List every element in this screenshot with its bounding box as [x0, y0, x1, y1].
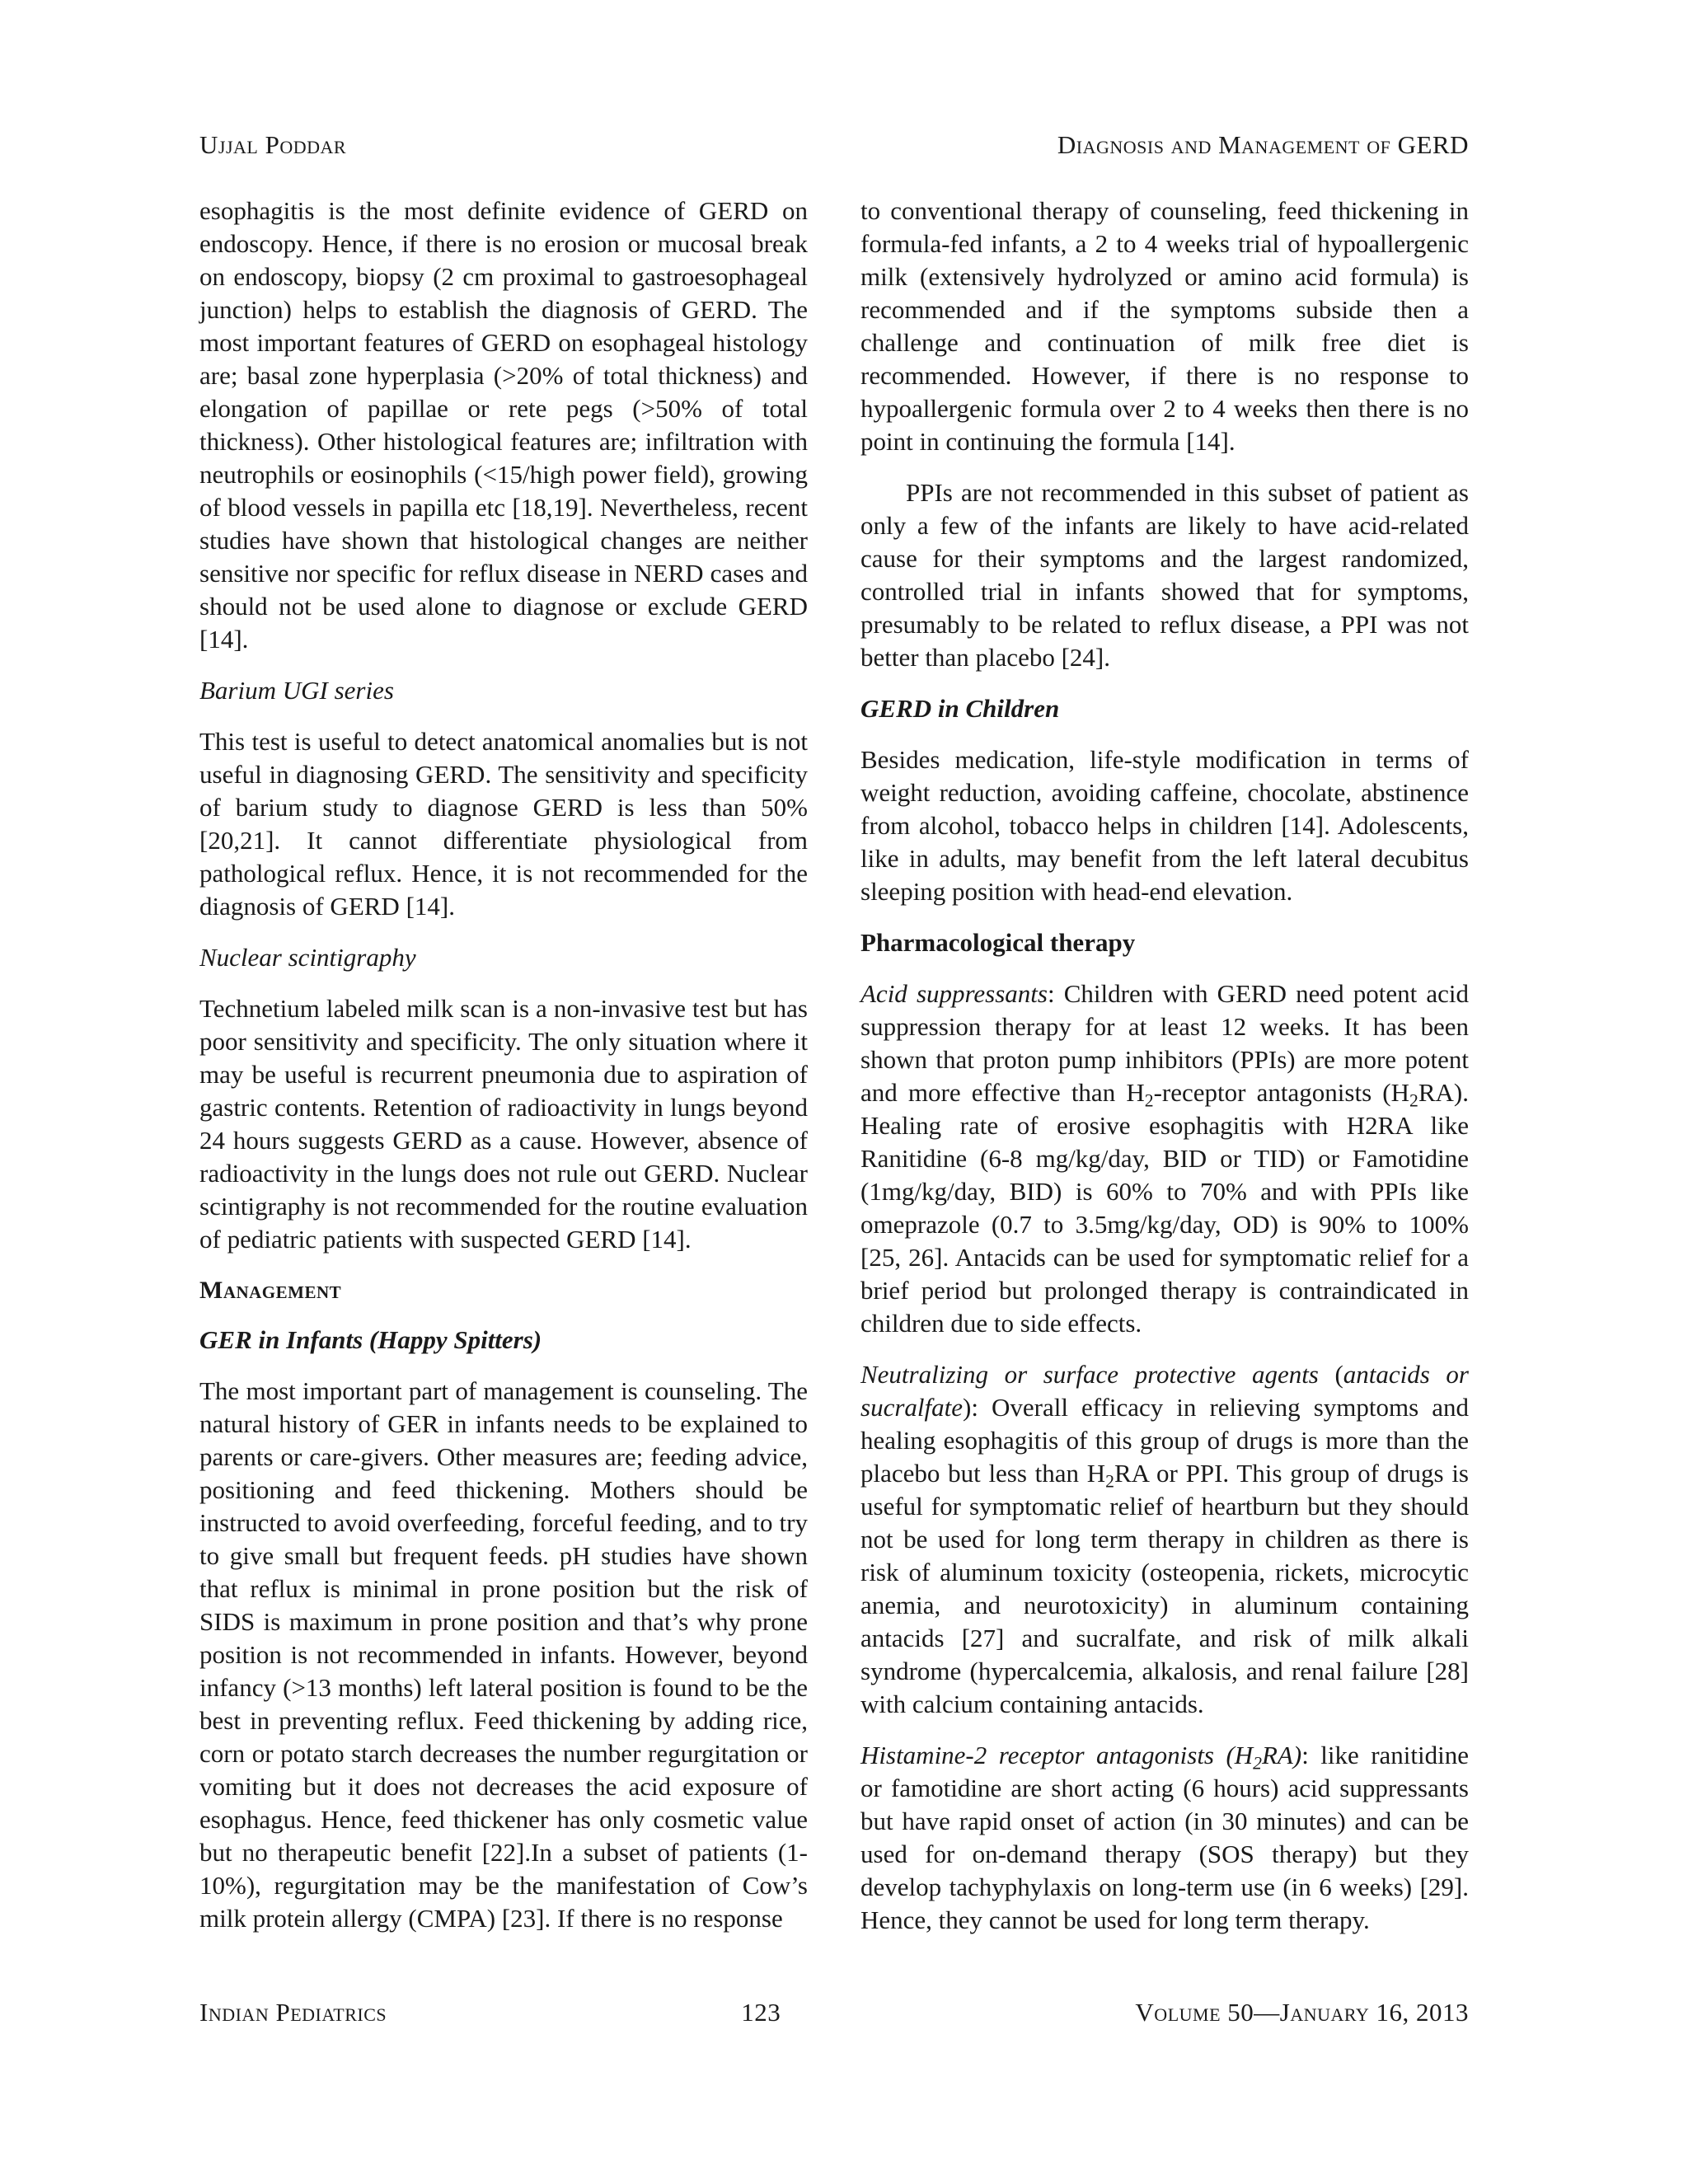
subheading-nuclear: Nuclear scintigraphy	[199, 943, 416, 972]
paragraph-barium: This test is useful to detect anatomical anomalies but is not useful in diagnosing GERD. The sensitivity and specificity of barium study to diagnose GERD is less than 50% [20,21]. It cannot differentiate physiological from pathological reflux. Hence, it is not recommended for the diagnosis of GERD [14].	[199, 727, 808, 921]
lead-in-neutralizing: Neutralizing or surface protective agents	[860, 1360, 1319, 1389]
text-segment: ): Overall efficacy in relieving symptoms and healing esophagitis of this group of drugs is more than the placebo but less than H	[860, 1393, 1469, 1488]
text-segment: (	[1318, 1360, 1343, 1389]
paragraph-histology: esophagitis is the most definite evidence of GERD on endoscopy. Hence, if there is no erosion or mucosal break on endoscopy, biopsy (2 cm proximal to gastroesophageal junction) helps to establish the diagnosis of GERD. The most important features of GERD on esophageal histology are; basal zone hyperplasia (>20% of total thickness) and elongation of papillae or rete pegs (>50% of total thickness). Other histological features are; infiltration with neutrophils or eosinophils (<15/high power field), growing of blood vessels in papilla etc [18,19]. Nevertheless, recent studies have shown that histological changes are neither sensitive nor specific for reflux disease in NERD cases and should not be used alone to diagnose or exclude GERD [14].	[199, 196, 808, 654]
section-heading-management: Management	[199, 1277, 342, 1304]
lead-in-acid-suppressants: Acid suppressants	[860, 979, 1048, 1008]
running-head	[199, 130, 1469, 160]
paragraph-formula: to conventional therapy of counseling, feed thickening in formula-fed infants, a 2 to 4 weeks trial of hypoallergenic milk (extensively hydrolyzed or amino acid formula) is recommended and if the symptoms subside then a challenge and continuation of milk free diet is recommended. However, if there is no response to hypoallergenic formula over 2 to 4 weeks then there is no point in continuing the formula [14].	[860, 196, 1469, 456]
paragraph-neutralizing	[860, 1358, 1469, 1721]
subscript: 2	[1105, 1471, 1114, 1492]
left-column	[199, 194, 808, 1953]
lead-in-h2ra: Histamine-2 receptor antagonists (H	[860, 1741, 1254, 1769]
text-segment: : like ranitidine or famotidine are short acting (6 hours) acid suppressants but have rapid onset of action (in 30 minutes) and can be used for on-demand therapy (SOS therapy) but they develop tachyphylaxis on long-term use (in 6 weeks) [29]. Hence, they cannot be used for long term therapy.	[860, 1741, 1469, 1934]
subscript: 2	[1253, 1753, 1262, 1774]
paragraph-acid-suppressants	[860, 977, 1469, 1340]
footer-volume-date: Volume 50—January 16, 2013	[1135, 1998, 1469, 2027]
text-segment: -receptor antagonists (H	[1153, 1078, 1410, 1107]
text-segment: RA or PPI. This group of drugs is useful for symptomatic relief of heartburn but they should not be used for long term therapy in children as there is risk of aluminum toxicity (osteopenia, rickets, microcytic anemia, and neurotoxicity) in aluminum containing antacids [27] and sucralfate, and risk of milk alkali syndrome (hypercalcemia, alkalosis, and renal failure [28] with calcium containing antacids.	[860, 1459, 1470, 1718]
subscript: 2	[1144, 1090, 1154, 1111]
footer-page-number: 123	[741, 1998, 781, 2027]
paragraph-ppis: PPIs are not recommended in this subset of patient as only a few of the infants are likely to have acid-related cause for their symptoms and the largest randomized, controlled trial in infants showed that for symptoms, presumably to be related to reflux disease, a PPI was not better than placebo [24].	[860, 478, 1469, 672]
subscript: 2	[1409, 1090, 1418, 1111]
header-author: Ujjal Poddar	[199, 130, 347, 159]
lead-in-h2ra-end: RA)	[1262, 1741, 1302, 1769]
paragraph-lifestyle: Besides medication, life-style modification in terms of weight reduction, avoiding caffeine, chocolate, abstinence from alcohol, tobacco helps in children [14]. Adolescents, like in adults, may benefit from the left lateral decubitus sleeping position with head-end elevation.	[860, 745, 1469, 906]
lead-in-antacids: antacids or sucralfate	[860, 1360, 1469, 1422]
right-column	[860, 194, 1469, 1955]
subheading-barium: Barium UGI series	[199, 676, 394, 705]
running-foot	[199, 1998, 1469, 2027]
paragraph-infants: The most important part of management is counseling. The natural history of GER in infants needs to be explained to parents or care-givers. Other measures are; feeding advice, positioning and feed thickening. Mothers should be instructed to avoid overfeeding, forceful feeding, and to try to give small but frequent feeds. pH studies have shown that reflux is minimal in prone position but the risk of SIDS is maximum in prone position and that’s why prone position is not recommended in infants. However, beyond infancy (>13 months) left lateral position is found to be the best in preventing reflux. Feed thickening by adding rice, corn or potato starch decreases the number regurgitation or vomiting but it does not decreases the acid exposure of esophagus. Hence, feed thickener has only cosmetic value but no therapeutic benefit [22].In a subset of patients (1-10%), regurgitation may be the manifestation of Cow’s milk protein allergy (CMPA) [23]. If there is no response	[199, 1376, 808, 1933]
text-segment: RA). Healing rate of erosive esophagitis with H2RA like Ranitidine (6-8 mg/kg/day, BID or TID) or Famotidine (1mg/kg/day, BID) is 60% to 70% and with PPIs like omeprazole (0.7 to 3.5mg/kg/day, OD) is 90% to 100% [25, 26]. Antacids can be used for symptomatic relief for a brief period but prolonged therapy is contraindicated in children due to side effects.	[860, 1078, 1469, 1338]
subheading-infants: GER in Infants (Happy Spitters)	[199, 1325, 542, 1354]
subheading-children: GERD in Children	[860, 694, 1060, 723]
footer-journal: Indian Pediatrics	[199, 1998, 387, 2027]
text-segment: : Children with GERD need potent acid suppression therapy for at least 12 weeks. It has been shown that proton pump inhibitors (PPIs) are more potent and more effective than H	[860, 979, 1469, 1107]
paragraph-nuclear: Technetium labeled milk scan is a non-invasive test but has poor sensitivity and specificity. The only situation where it may be useful is recurrent pneumonia due to aspiration of gastric contents. Retention of radioactivity in lungs beyond 24 hours suggests GERD as a cause. However, absence of radioactivity in the lungs does not rule out GERD. Nuclear scintigraphy is not recommended for the routine evaluation of pediatric patients with suspected GERD [14].	[199, 994, 808, 1254]
subheading-pharmacological: Pharmacological therapy	[860, 928, 1136, 957]
header-article-title: Diagnosis and Management of GERD	[1057, 130, 1469, 159]
paragraph-h2ra	[860, 1739, 1469, 1937]
